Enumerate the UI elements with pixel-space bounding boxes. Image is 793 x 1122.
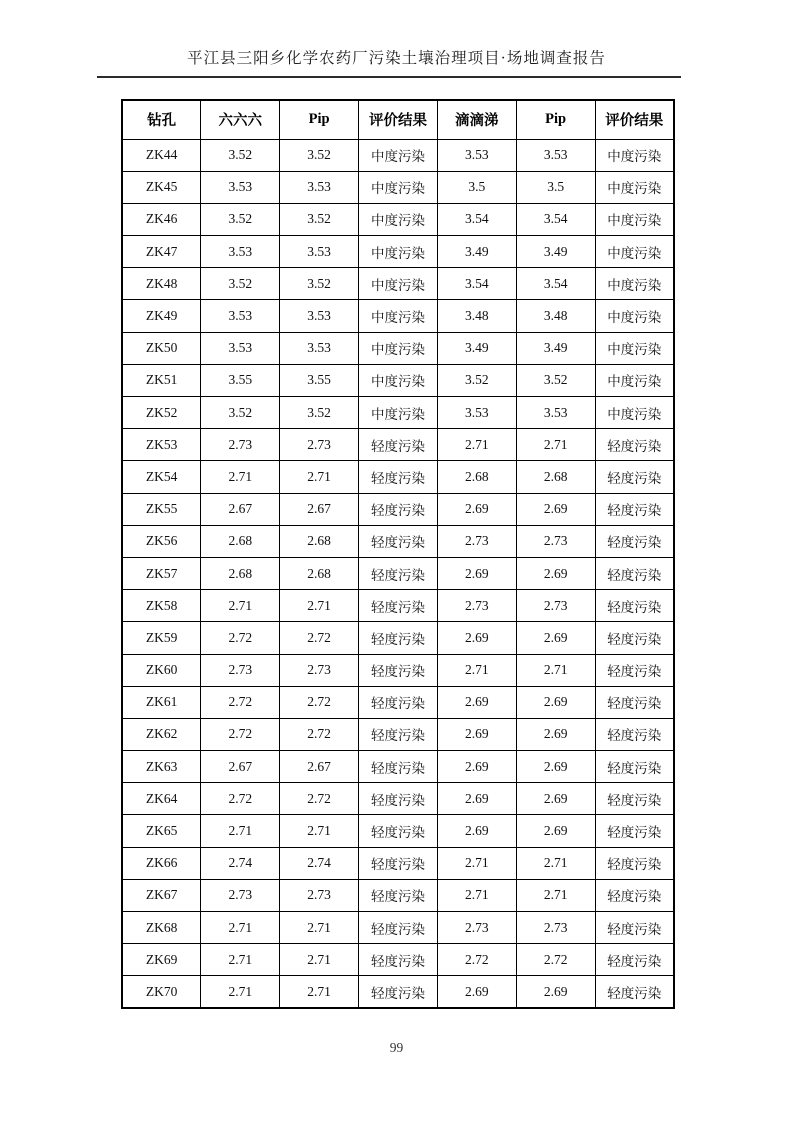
table-cell: 轻度污染 xyxy=(359,686,438,718)
borehole-id-cell: ZK68 xyxy=(122,912,201,944)
table-cell: 2.71 xyxy=(201,590,280,622)
table-row xyxy=(122,718,674,750)
table-cell: 2.74 xyxy=(201,847,280,879)
table-cell: 3.52 xyxy=(280,397,359,429)
table-cell: 3.55 xyxy=(201,364,280,396)
table-cell: 2.72 xyxy=(201,686,280,718)
table-cell: 2.67 xyxy=(280,493,359,525)
table-cell: 中度污染 xyxy=(359,236,438,268)
borehole-id-cell: ZK62 xyxy=(122,718,201,750)
report-header-title: 平江县三阳乡化学农药厂污染土壤治理项目·场地调查报告 xyxy=(187,50,606,67)
table-cell: 中度污染 xyxy=(359,268,438,300)
table-cell: 轻度污染 xyxy=(595,654,674,686)
table-cell: 轻度污染 xyxy=(359,976,438,1008)
table-cell: 2.69 xyxy=(516,718,595,750)
table-cell: 2.71 xyxy=(516,847,595,879)
table-row xyxy=(122,912,674,944)
table-cell: 3.52 xyxy=(280,139,359,171)
table-cell: 轻度污染 xyxy=(359,493,438,525)
table-cell: 3.52 xyxy=(437,364,516,396)
table-row xyxy=(122,783,674,815)
table-cell: 轻度污染 xyxy=(359,815,438,847)
table-cell: 轻度污染 xyxy=(359,912,438,944)
borehole-id-cell: ZK63 xyxy=(122,751,201,783)
table-cell: 3.54 xyxy=(437,203,516,235)
report-table-head xyxy=(122,100,674,139)
table-cell: 2.71 xyxy=(201,976,280,1008)
table-row xyxy=(122,815,674,847)
table-cell: 3.5 xyxy=(437,171,516,203)
table-cell: 轻度污染 xyxy=(595,944,674,976)
table-cell: 2.71 xyxy=(516,429,595,461)
borehole-id-cell: ZK69 xyxy=(122,944,201,976)
table-cell: 3.52 xyxy=(201,139,280,171)
table-cell: 轻度污染 xyxy=(595,557,674,589)
table-cell: 2.69 xyxy=(437,557,516,589)
borehole-id-cell: ZK70 xyxy=(122,976,201,1008)
borehole-id-cell: ZK49 xyxy=(122,300,201,332)
table-cell: 轻度污染 xyxy=(359,654,438,686)
table-cell: 3.49 xyxy=(437,236,516,268)
borehole-id-cell: ZK59 xyxy=(122,622,201,654)
borehole-id-cell: ZK45 xyxy=(122,171,201,203)
table-cell: 3.53 xyxy=(201,300,280,332)
table-cell: 轻度污染 xyxy=(595,686,674,718)
table-cell: 3.54 xyxy=(516,203,595,235)
table-cell: 轻度污染 xyxy=(595,976,674,1008)
table-row xyxy=(122,397,674,429)
table-cell: 2.67 xyxy=(280,751,359,783)
table-row xyxy=(122,332,674,364)
table-cell: 2.73 xyxy=(201,429,280,461)
table-cell: 2.72 xyxy=(280,783,359,815)
table-cell: 3.53 xyxy=(437,139,516,171)
table-cell: 2.71 xyxy=(280,815,359,847)
header-row xyxy=(122,100,674,139)
table-cell: 2.72 xyxy=(280,718,359,750)
table-cell: 3.55 xyxy=(280,364,359,396)
column-header: 六六六 xyxy=(201,100,280,139)
table-cell: 轻度污染 xyxy=(359,557,438,589)
column-header: Pip xyxy=(516,100,595,139)
borehole-id-cell: ZK55 xyxy=(122,493,201,525)
table-cell: 3.53 xyxy=(280,332,359,364)
table-row xyxy=(122,236,674,268)
table-cell: 轻度污染 xyxy=(359,461,438,493)
table-cell: 2.69 xyxy=(437,493,516,525)
table-row xyxy=(122,847,674,879)
table-cell: 轻度污染 xyxy=(359,783,438,815)
table-cell: 2.72 xyxy=(437,944,516,976)
column-header: 钻孔 xyxy=(122,100,201,139)
borehole-id-cell: ZK52 xyxy=(122,397,201,429)
table-cell: 轻度污染 xyxy=(595,751,674,783)
table-cell: 2.71 xyxy=(437,654,516,686)
table-row xyxy=(122,557,674,589)
table-cell: 2.71 xyxy=(280,944,359,976)
table-cell: 中度污染 xyxy=(359,171,438,203)
column-header: 评价结果 xyxy=(359,100,438,139)
borehole-id-cell: ZK51 xyxy=(122,364,201,396)
table-row xyxy=(122,171,674,203)
table-cell: 轻度污染 xyxy=(359,944,438,976)
table-cell: 3.53 xyxy=(516,139,595,171)
table-cell: 轻度污染 xyxy=(595,461,674,493)
table-cell: 中度污染 xyxy=(595,397,674,429)
borehole-id-cell: ZK61 xyxy=(122,686,201,718)
header-rule-divider xyxy=(97,76,681,78)
table-cell: 2.69 xyxy=(516,493,595,525)
table-cell: 3.54 xyxy=(516,268,595,300)
table-cell: 2.73 xyxy=(437,525,516,557)
table-cell: 3.53 xyxy=(516,397,595,429)
table-cell: 3.48 xyxy=(516,300,595,332)
table-row xyxy=(122,268,674,300)
table-cell: 中度污染 xyxy=(359,300,438,332)
table-cell: 3.5 xyxy=(516,171,595,203)
table-cell: 中度污染 xyxy=(359,397,438,429)
borehole-id-cell: ZK46 xyxy=(122,203,201,235)
table-cell: 2.73 xyxy=(280,429,359,461)
table-cell: 2.73 xyxy=(437,912,516,944)
table-cell: 3.49 xyxy=(437,332,516,364)
table-cell: 轻度污染 xyxy=(359,429,438,461)
table-cell: 3.54 xyxy=(437,268,516,300)
table-cell: 2.73 xyxy=(516,912,595,944)
table-cell: 3.53 xyxy=(280,236,359,268)
table-cell: 中度污染 xyxy=(595,300,674,332)
table-cell: 中度污染 xyxy=(359,364,438,396)
table-cell: 2.69 xyxy=(437,976,516,1008)
borehole-id-cell: ZK56 xyxy=(122,525,201,557)
table-cell: 2.68 xyxy=(280,557,359,589)
table-row xyxy=(122,944,674,976)
table-cell: 2.72 xyxy=(516,944,595,976)
table-cell: 2.68 xyxy=(516,461,595,493)
borehole-id-cell: ZK65 xyxy=(122,815,201,847)
table-cell: 3.53 xyxy=(201,332,280,364)
column-header: Pip xyxy=(280,100,359,139)
table-cell: 2.71 xyxy=(516,654,595,686)
borehole-id-cell: ZK57 xyxy=(122,557,201,589)
column-header: 滴滴涕 xyxy=(437,100,516,139)
table-cell: 中度污染 xyxy=(595,236,674,268)
table-cell: 中度污染 xyxy=(595,139,674,171)
table-cell: 2.72 xyxy=(201,783,280,815)
table-row xyxy=(122,590,674,622)
table-cell: 2.69 xyxy=(437,751,516,783)
table-cell: 轻度污染 xyxy=(359,525,438,557)
table-cell: 2.72 xyxy=(280,686,359,718)
table-cell: 2.69 xyxy=(516,815,595,847)
table-cell: 3.49 xyxy=(516,332,595,364)
table-cell: 2.69 xyxy=(516,686,595,718)
table-cell: 轻度污染 xyxy=(595,815,674,847)
table-cell: 3.52 xyxy=(201,203,280,235)
table-cell: 2.69 xyxy=(516,557,595,589)
table-cell: 轻度污染 xyxy=(359,847,438,879)
table-cell: 3.52 xyxy=(280,268,359,300)
borehole-id-cell: ZK50 xyxy=(122,332,201,364)
table-cell: 3.53 xyxy=(201,171,280,203)
table-cell: 轻度污染 xyxy=(595,847,674,879)
borehole-id-cell: ZK44 xyxy=(122,139,201,171)
table-cell: 中度污染 xyxy=(595,203,674,235)
table-row xyxy=(122,203,674,235)
table-cell: 轻度污染 xyxy=(595,493,674,525)
table-row xyxy=(122,622,674,654)
table-cell: 中度污染 xyxy=(359,139,438,171)
table-cell: 2.73 xyxy=(516,590,595,622)
table-cell: 3.53 xyxy=(280,171,359,203)
table-cell: 轻度污染 xyxy=(595,783,674,815)
table-cell: 2.69 xyxy=(516,622,595,654)
table-cell: 轻度污染 xyxy=(595,590,674,622)
table-cell: 中度污染 xyxy=(595,364,674,396)
table-cell: 2.69 xyxy=(437,718,516,750)
table-row xyxy=(122,751,674,783)
table-cell: 2.71 xyxy=(201,815,280,847)
table-row xyxy=(122,525,674,557)
table-cell: 中度污染 xyxy=(595,332,674,364)
table-cell: 轻度污染 xyxy=(359,718,438,750)
table-cell: 2.73 xyxy=(201,654,280,686)
table-cell: 轻度污染 xyxy=(359,590,438,622)
borehole-id-cell: ZK48 xyxy=(122,268,201,300)
borehole-id-cell: ZK64 xyxy=(122,783,201,815)
table-cell: 2.69 xyxy=(437,686,516,718)
table-cell: 2.71 xyxy=(280,912,359,944)
table-cell: 2.69 xyxy=(516,976,595,1008)
table-cell: 轻度污染 xyxy=(595,912,674,944)
table-cell: 2.71 xyxy=(516,879,595,911)
table-row xyxy=(122,493,674,525)
table-cell: 2.69 xyxy=(516,751,595,783)
table-cell: 2.73 xyxy=(280,654,359,686)
table-cell: 2.71 xyxy=(201,461,280,493)
table-cell: 2.72 xyxy=(201,622,280,654)
table-cell: 2.71 xyxy=(201,944,280,976)
borehole-id-cell: ZK58 xyxy=(122,590,201,622)
table-cell: 2.68 xyxy=(201,557,280,589)
table-cell: 2.71 xyxy=(280,461,359,493)
table-cell: 轻度污染 xyxy=(595,525,674,557)
borehole-id-cell: ZK60 xyxy=(122,654,201,686)
table-cell: 3.48 xyxy=(437,300,516,332)
table-cell: 2.71 xyxy=(280,976,359,1008)
report-table-body xyxy=(122,139,674,1008)
table-cell: 2.67 xyxy=(201,493,280,525)
table-cell: 3.53 xyxy=(201,236,280,268)
table-cell: 2.67 xyxy=(201,751,280,783)
table-cell: 中度污染 xyxy=(359,332,438,364)
table-cell: 2.73 xyxy=(201,879,280,911)
table-row xyxy=(122,976,674,1008)
table-cell: 2.74 xyxy=(280,847,359,879)
table-cell: 轻度污染 xyxy=(359,622,438,654)
table-cell: 3.52 xyxy=(201,268,280,300)
table-cell: 2.68 xyxy=(437,461,516,493)
table-cell: 2.71 xyxy=(201,912,280,944)
borehole-id-cell: ZK47 xyxy=(122,236,201,268)
table-cell: 轻度污染 xyxy=(595,622,674,654)
table-cell: 2.73 xyxy=(516,525,595,557)
table-cell: 3.52 xyxy=(516,364,595,396)
table-cell: 2.71 xyxy=(437,879,516,911)
table-row xyxy=(122,364,674,396)
table-cell: 2.73 xyxy=(280,879,359,911)
table-cell: 2.72 xyxy=(280,622,359,654)
page-number: 99 xyxy=(389,1040,404,1055)
table-row xyxy=(122,879,674,911)
table-cell: 2.69 xyxy=(516,783,595,815)
table-cell: 2.71 xyxy=(280,590,359,622)
table-cell: 轻度污染 xyxy=(595,718,674,750)
table-cell: 2.69 xyxy=(437,622,516,654)
table-cell: 3.53 xyxy=(437,397,516,429)
table-row xyxy=(122,686,674,718)
table-cell: 2.71 xyxy=(437,847,516,879)
table-cell: 中度污染 xyxy=(595,171,674,203)
table-cell: 轻度污染 xyxy=(359,879,438,911)
table-row xyxy=(122,429,674,461)
table-cell: 3.49 xyxy=(516,236,595,268)
borehole-id-cell: ZK66 xyxy=(122,847,201,879)
borehole-id-cell: ZK53 xyxy=(122,429,201,461)
table-cell: 2.73 xyxy=(437,590,516,622)
table-cell: 3.52 xyxy=(201,397,280,429)
table-row xyxy=(122,654,674,686)
table-cell: 2.69 xyxy=(437,815,516,847)
table-cell: 2.68 xyxy=(201,525,280,557)
table-cell: 中度污染 xyxy=(595,268,674,300)
column-header: 评价结果 xyxy=(595,100,674,139)
table-cell: 2.69 xyxy=(437,783,516,815)
report-table xyxy=(121,99,675,1009)
table-cell: 3.53 xyxy=(280,300,359,332)
table-cell: 3.52 xyxy=(280,203,359,235)
table-cell: 2.71 xyxy=(437,429,516,461)
table-cell: 2.72 xyxy=(201,718,280,750)
table-cell: 2.68 xyxy=(280,525,359,557)
table-cell: 轻度污染 xyxy=(359,751,438,783)
borehole-id-cell: ZK54 xyxy=(122,461,201,493)
table-cell: 轻度污染 xyxy=(595,879,674,911)
table-row xyxy=(122,461,674,493)
table-row xyxy=(122,300,674,332)
table-row xyxy=(122,139,674,171)
table-cell: 轻度污染 xyxy=(595,429,674,461)
table-cell: 中度污染 xyxy=(359,203,438,235)
borehole-id-cell: ZK67 xyxy=(122,879,201,911)
